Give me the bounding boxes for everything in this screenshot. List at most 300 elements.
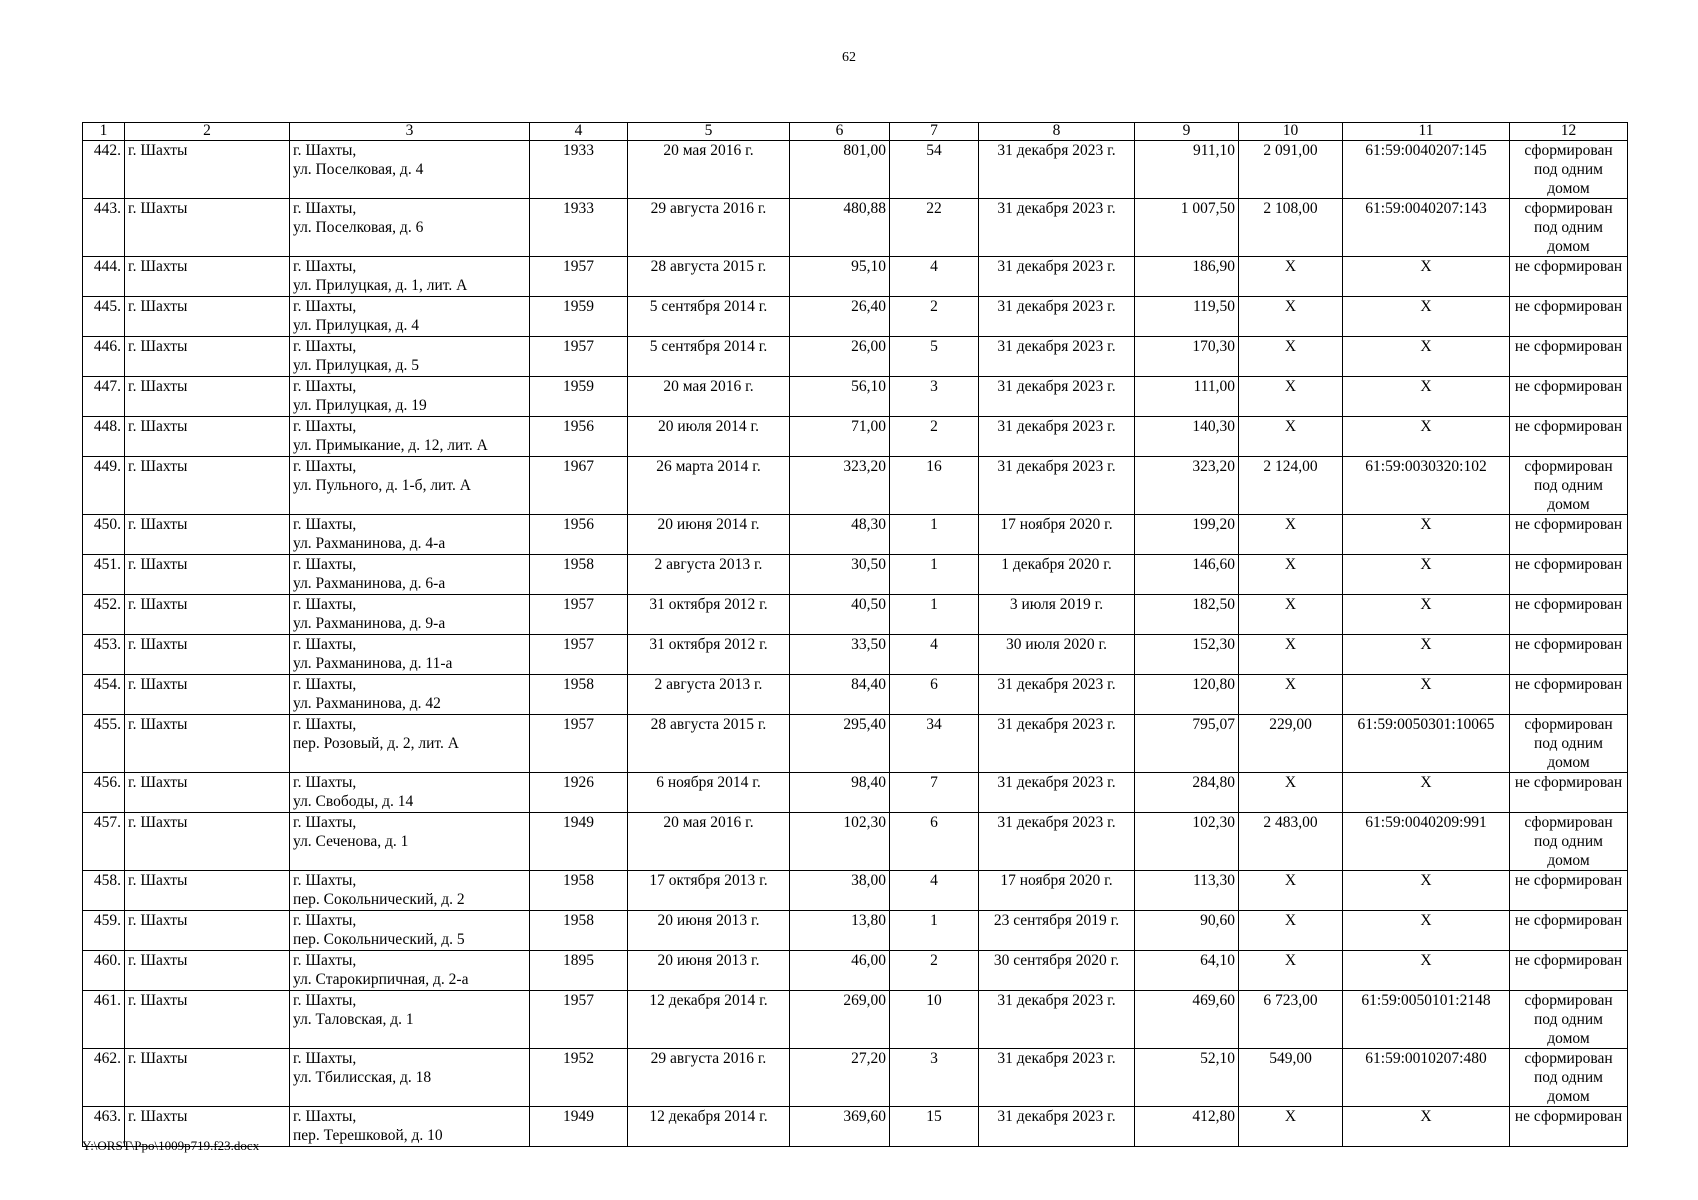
- year-built-cell: 1933: [530, 141, 628, 199]
- land-area-cell: 2 124,00: [1239, 457, 1343, 515]
- cadastral-number-cell: X: [1343, 595, 1510, 635]
- planned-date-cell: 31 декабря 2023 г.: [979, 675, 1135, 715]
- year-built-cell: 1957: [530, 595, 628, 635]
- cadastral-number-cell: X: [1343, 297, 1510, 337]
- residents-cell: 1: [890, 555, 979, 595]
- address-street-line: ул. Примыкание, д. 12, лит. А: [293, 437, 488, 454]
- table-row: [83, 141, 1628, 199]
- row-number-cell: 448.: [83, 417, 125, 457]
- address-city-line: г. Шахты,: [293, 774, 357, 791]
- residents-cell: 7: [890, 773, 979, 813]
- cadastral-number-cell: X: [1343, 871, 1510, 911]
- residents-cell: 4: [890, 257, 979, 297]
- address-street-line: ул. Пульного, д. 1-б, лит. А: [293, 477, 471, 494]
- date-cell: 20 мая 2016 г.: [628, 141, 790, 199]
- land-area-cell: X: [1239, 515, 1343, 555]
- municipality-cell: г. Шахты: [125, 635, 290, 675]
- year-built-cell: 1959: [530, 297, 628, 337]
- address-cell: [290, 911, 530, 951]
- area-cell: 269,00: [790, 991, 890, 1049]
- municipality-cell: г. Шахты: [125, 199, 290, 257]
- municipality-cell: г. Шахты: [125, 457, 290, 515]
- table-row: [83, 871, 1628, 911]
- land-area-cell: X: [1239, 675, 1343, 715]
- land-status-cell: не сформирован: [1510, 871, 1628, 911]
- land-area-cell: 6 723,00: [1239, 991, 1343, 1049]
- area-cell: 33,50: [790, 635, 890, 675]
- planned-date-cell: 31 декабря 2023 г.: [979, 297, 1135, 337]
- address-street-line: ул. Рахманинова, д. 4-а: [293, 535, 446, 552]
- residents-cell: 54: [890, 141, 979, 199]
- value-cell: 152,30: [1135, 635, 1239, 675]
- column-number-header: 8: [979, 123, 1135, 141]
- date-cell: 5 сентября 2014 г.: [628, 297, 790, 337]
- land-status-cell: не сформирован: [1510, 555, 1628, 595]
- table-row: [83, 457, 1628, 515]
- table-row: [83, 635, 1628, 675]
- value-cell: 469,60: [1135, 991, 1239, 1049]
- area-cell: 801,00: [790, 141, 890, 199]
- municipality-cell: г. Шахты: [125, 991, 290, 1049]
- area-cell: 480,88: [790, 199, 890, 257]
- address-city-line: г. Шахты,: [293, 716, 357, 733]
- land-status-cell: не сформирован: [1510, 595, 1628, 635]
- planned-date-cell: 30 июля 2020 г.: [979, 635, 1135, 675]
- table-row: [83, 773, 1628, 813]
- column-number-row: [83, 123, 1628, 141]
- value-cell: 199,20: [1135, 515, 1239, 555]
- year-built-cell: 1958: [530, 675, 628, 715]
- residents-cell: 2: [890, 297, 979, 337]
- cadastral-number-cell: X: [1343, 773, 1510, 813]
- cadastral-number-cell: X: [1343, 417, 1510, 457]
- residents-cell: 2: [890, 417, 979, 457]
- row-number-cell: 447.: [83, 377, 125, 417]
- municipality-cell: г. Шахты: [125, 871, 290, 911]
- area-cell: 40,50: [790, 595, 890, 635]
- land-status-cell: не сформирован: [1510, 951, 1628, 991]
- address-cell: [290, 457, 530, 515]
- cadastral-number-cell: 61:59:0040209:991: [1343, 813, 1510, 871]
- land-area-cell: 2 483,00: [1239, 813, 1343, 871]
- area-cell: 98,40: [790, 773, 890, 813]
- land-status-cell: не сформирован: [1510, 417, 1628, 457]
- date-cell: 26 марта 2014 г.: [628, 457, 790, 515]
- value-cell: 911,10: [1135, 141, 1239, 199]
- land-area-cell: 2 108,00: [1239, 199, 1343, 257]
- date-cell: 20 июня 2013 г.: [628, 951, 790, 991]
- planned-date-cell: 31 декабря 2023 г.: [979, 457, 1135, 515]
- row-number-cell: 445.: [83, 297, 125, 337]
- residents-cell: 6: [890, 675, 979, 715]
- table-row: [83, 417, 1628, 457]
- land-status-cell: не сформирован: [1510, 675, 1628, 715]
- address-cell: [290, 595, 530, 635]
- municipality-cell: г. Шахты: [125, 337, 290, 377]
- residents-cell: 1: [890, 595, 979, 635]
- column-number-header: 12: [1510, 123, 1628, 141]
- address-cell: [290, 813, 530, 871]
- land-area-cell: X: [1239, 635, 1343, 675]
- planned-date-cell: 31 декабря 2023 г.: [979, 715, 1135, 773]
- year-built-cell: 1895: [530, 951, 628, 991]
- year-built-cell: 1933: [530, 199, 628, 257]
- table-row: [83, 911, 1628, 951]
- area-cell: 323,20: [790, 457, 890, 515]
- table-row: [83, 991, 1628, 1049]
- year-built-cell: 1958: [530, 871, 628, 911]
- residents-cell: 15: [890, 1107, 979, 1147]
- residents-cell: 3: [890, 377, 979, 417]
- year-built-cell: 1958: [530, 911, 628, 951]
- land-status-cell: сформирован под одним домом: [1510, 991, 1628, 1049]
- address-city-line: г. Шахты,: [293, 1050, 357, 1067]
- land-area-cell: X: [1239, 377, 1343, 417]
- row-number-cell: 443.: [83, 199, 125, 257]
- planned-date-cell: 31 декабря 2023 г.: [979, 1107, 1135, 1147]
- address-city-line: г. Шахты,: [293, 556, 357, 573]
- land-area-cell: X: [1239, 417, 1343, 457]
- area-cell: 102,30: [790, 813, 890, 871]
- row-number-cell: 460.: [83, 951, 125, 991]
- date-cell: 28 августа 2015 г.: [628, 715, 790, 773]
- land-status-cell: не сформирован: [1510, 337, 1628, 377]
- address-city-line: г. Шахты,: [293, 142, 357, 159]
- area-cell: 13,80: [790, 911, 890, 951]
- planned-date-cell: 17 ноября 2020 г.: [979, 515, 1135, 555]
- cadastral-number-cell: X: [1343, 555, 1510, 595]
- address-city-line: г. Шахты,: [293, 992, 357, 1009]
- date-cell: 12 декабря 2014 г.: [628, 991, 790, 1049]
- planned-date-cell: 31 декабря 2023 г.: [979, 773, 1135, 813]
- planned-date-cell: 3 июля 2019 г.: [979, 595, 1135, 635]
- table-row: [83, 257, 1628, 297]
- page-number: 62: [842, 50, 856, 65]
- land-status-cell: не сформирован: [1510, 377, 1628, 417]
- address-street-line: ул. Сеченова, д. 1: [293, 833, 409, 850]
- municipality-cell: г. Шахты: [125, 257, 290, 297]
- column-number-header: 9: [1135, 123, 1239, 141]
- table-row: [83, 675, 1628, 715]
- address-city-line: г. Шахты,: [293, 636, 357, 653]
- residents-cell: 1: [890, 911, 979, 951]
- date-cell: 28 августа 2015 г.: [628, 257, 790, 297]
- year-built-cell: 1967: [530, 457, 628, 515]
- value-cell: 186,90: [1135, 257, 1239, 297]
- table-row: [83, 555, 1628, 595]
- municipality-cell: г. Шахты: [125, 813, 290, 871]
- area-cell: 46,00: [790, 951, 890, 991]
- address-cell: [290, 951, 530, 991]
- row-number-cell: 459.: [83, 911, 125, 951]
- planned-date-cell: 31 декабря 2023 г.: [979, 1049, 1135, 1107]
- land-status-cell: не сформирован: [1510, 297, 1628, 337]
- cadastral-number-cell: 61:59:0040207:143: [1343, 199, 1510, 257]
- row-number-cell: 446.: [83, 337, 125, 377]
- land-area-cell: X: [1239, 871, 1343, 911]
- land-area-cell: X: [1239, 1107, 1343, 1147]
- address-cell: [290, 555, 530, 595]
- date-cell: 31 октября 2012 г.: [628, 635, 790, 675]
- municipality-cell: г. Шахты: [125, 951, 290, 991]
- address-cell: [290, 417, 530, 457]
- planned-date-cell: 31 декабря 2023 г.: [979, 813, 1135, 871]
- area-cell: 369,60: [790, 1107, 890, 1147]
- address-cell: [290, 715, 530, 773]
- year-built-cell: 1958: [530, 555, 628, 595]
- row-number-cell: 454.: [83, 675, 125, 715]
- cadastral-number-cell: 61:59:0050101:2148: [1343, 991, 1510, 1049]
- municipality-cell: г. Шахты: [125, 555, 290, 595]
- value-cell: 182,50: [1135, 595, 1239, 635]
- value-cell: 64,10: [1135, 951, 1239, 991]
- address-cell: [290, 991, 530, 1049]
- address-cell: [290, 337, 530, 377]
- address-city-line: г. Шахты,: [293, 912, 357, 929]
- cadastral-number-cell: 61:59:0030320:102: [1343, 457, 1510, 515]
- address-street-line: ул. Рахманинова, д. 42: [293, 695, 441, 712]
- table-row: [83, 337, 1628, 377]
- address-cell: [290, 1049, 530, 1107]
- address-city-line: г. Шахты,: [293, 872, 357, 889]
- column-number-header: 10: [1239, 123, 1343, 141]
- year-built-cell: 1949: [530, 813, 628, 871]
- row-number-cell: 444.: [83, 257, 125, 297]
- address-city-line: г. Шахты,: [293, 814, 357, 831]
- address-cell: [290, 871, 530, 911]
- date-cell: 12 декабря 2014 г.: [628, 1107, 790, 1147]
- address-street-line: ул. Рахманинова, д. 11-а: [293, 655, 453, 672]
- cadastral-number-cell: X: [1343, 515, 1510, 555]
- table-row: [83, 715, 1628, 773]
- value-cell: 284,80: [1135, 773, 1239, 813]
- area-cell: 26,00: [790, 337, 890, 377]
- planned-date-cell: 31 декабря 2023 г.: [979, 417, 1135, 457]
- table-row: [83, 297, 1628, 337]
- address-cell: [290, 257, 530, 297]
- date-cell: 29 августа 2016 г.: [628, 199, 790, 257]
- date-cell: 2 августа 2013 г.: [628, 675, 790, 715]
- date-cell: 5 сентября 2014 г.: [628, 337, 790, 377]
- column-number-header: 7: [890, 123, 979, 141]
- address-street-line: пер. Сокольнический, д. 2: [293, 891, 465, 908]
- year-built-cell: 1949: [530, 1107, 628, 1147]
- residents-cell: 1: [890, 515, 979, 555]
- value-cell: 412,80: [1135, 1107, 1239, 1147]
- address-cell: [290, 515, 530, 555]
- land-area-cell: X: [1239, 297, 1343, 337]
- land-status-cell: сформирован под одним домом: [1510, 813, 1628, 871]
- land-area-cell: 229,00: [1239, 715, 1343, 773]
- area-cell: 27,20: [790, 1049, 890, 1107]
- residents-cell: 34: [890, 715, 979, 773]
- area-cell: 295,40: [790, 715, 890, 773]
- address-city-line: г. Шахты,: [293, 298, 357, 315]
- municipality-cell: г. Шахты: [125, 595, 290, 635]
- value-cell: 146,60: [1135, 555, 1239, 595]
- row-number-cell: 461.: [83, 991, 125, 1049]
- address-city-line: г. Шахты,: [293, 1108, 357, 1125]
- planned-date-cell: 23 сентября 2019 г.: [979, 911, 1135, 951]
- address-street-line: ул. Рахманинова, д. 6-а: [293, 575, 446, 592]
- address-street-line: ул. Таловская, д. 1: [293, 1011, 414, 1028]
- value-cell: 120,80: [1135, 675, 1239, 715]
- residents-cell: 10: [890, 991, 979, 1049]
- address-city-line: г. Шахты,: [293, 516, 357, 533]
- cadastral-number-cell: 61:59:0050301:10065: [1343, 715, 1510, 773]
- value-cell: 795,07: [1135, 715, 1239, 773]
- table-row: [83, 199, 1628, 257]
- row-number-cell: 450.: [83, 515, 125, 555]
- address-city-line: г. Шахты,: [293, 676, 357, 693]
- area-cell: 56,10: [790, 377, 890, 417]
- land-area-cell: X: [1239, 257, 1343, 297]
- area-cell: 84,40: [790, 675, 890, 715]
- land-status-cell: сформирован под одним домом: [1510, 199, 1628, 257]
- row-number-cell: 452.: [83, 595, 125, 635]
- land-area-cell: 549,00: [1239, 1049, 1343, 1107]
- address-street-line: ул. Прилуцкая, д. 1, лит. А: [293, 277, 468, 294]
- land-status-cell: не сформирован: [1510, 635, 1628, 675]
- planned-date-cell: 31 декабря 2023 г.: [979, 337, 1135, 377]
- address-street-line: ул. Свободы, д. 14: [293, 793, 414, 810]
- date-cell: 2 августа 2013 г.: [628, 555, 790, 595]
- planned-date-cell: 31 декабря 2023 г.: [979, 377, 1135, 417]
- land-status-cell: не сформирован: [1510, 1107, 1628, 1147]
- address-street-line: ул. Прилуцкая, д. 5: [293, 357, 420, 374]
- table-row: [83, 515, 1628, 555]
- address-street-line: ул. Поселковая, д. 4: [293, 161, 424, 178]
- table-row: [83, 951, 1628, 991]
- value-cell: 119,50: [1135, 297, 1239, 337]
- column-number-header: 5: [628, 123, 790, 141]
- residents-cell: 5: [890, 337, 979, 377]
- residents-cell: 3: [890, 1049, 979, 1107]
- address-cell: [290, 635, 530, 675]
- land-area-cell: X: [1239, 911, 1343, 951]
- date-cell: 29 августа 2016 г.: [628, 1049, 790, 1107]
- row-number-cell: 463.: [83, 1107, 125, 1147]
- year-built-cell: 1952: [530, 1049, 628, 1107]
- row-number-cell: 442.: [83, 141, 125, 199]
- address-street-line: ул. Прилуцкая, д. 4: [293, 317, 420, 334]
- address-cell: [290, 675, 530, 715]
- residents-cell: 22: [890, 199, 979, 257]
- land-status-cell: не сформирован: [1510, 257, 1628, 297]
- planned-date-cell: 30 сентября 2020 г.: [979, 951, 1135, 991]
- address-street-line: ул. Тбилисская, д. 18: [293, 1069, 432, 1086]
- value-cell: 113,30: [1135, 871, 1239, 911]
- area-cell: 95,10: [790, 257, 890, 297]
- year-built-cell: 1957: [530, 337, 628, 377]
- date-cell: 17 октября 2013 г.: [628, 871, 790, 911]
- land-status-cell: сформирован под одним домом: [1510, 457, 1628, 515]
- area-cell: 38,00: [790, 871, 890, 911]
- planned-date-cell: 1 декабря 2020 г.: [979, 555, 1135, 595]
- address-city-line: г. Шахты,: [293, 338, 357, 355]
- footer-file-path: Y:\ORST\Ppo\1009p719.f23.docx: [82, 1138, 260, 1153]
- housing-registry-table: [82, 122, 1628, 1147]
- column-number-header: 6: [790, 123, 890, 141]
- residents-cell: 4: [890, 635, 979, 675]
- year-built-cell: 1957: [530, 635, 628, 675]
- column-number-header: 2: [125, 123, 290, 141]
- date-cell: 20 мая 2016 г.: [628, 377, 790, 417]
- land-area-cell: 2 091,00: [1239, 141, 1343, 199]
- value-cell: 102,30: [1135, 813, 1239, 871]
- row-number-cell: 451.: [83, 555, 125, 595]
- residents-cell: 4: [890, 871, 979, 911]
- land-status-cell: сформирован под одним домом: [1510, 715, 1628, 773]
- area-cell: 48,30: [790, 515, 890, 555]
- address-street-line: пер. Сокольнический, д. 5: [293, 931, 465, 948]
- planned-date-cell: 31 декабря 2023 г.: [979, 991, 1135, 1049]
- address-city-line: г. Шахты,: [293, 200, 357, 217]
- cadastral-number-cell: X: [1343, 1107, 1510, 1147]
- value-cell: 170,30: [1135, 337, 1239, 377]
- address-city-line: г. Шахты,: [293, 258, 357, 275]
- table-row: [83, 595, 1628, 635]
- row-number-cell: 456.: [83, 773, 125, 813]
- residents-cell: 16: [890, 457, 979, 515]
- column-number-header: 3: [290, 123, 530, 141]
- address-street-line: ул. Поселковая, д. 6: [293, 219, 424, 236]
- land-area-cell: X: [1239, 555, 1343, 595]
- area-cell: 26,40: [790, 297, 890, 337]
- date-cell: 31 октября 2012 г.: [628, 595, 790, 635]
- row-number-cell: 458.: [83, 871, 125, 911]
- address-cell: [290, 199, 530, 257]
- municipality-cell: г. Шахты: [125, 1107, 290, 1147]
- cadastral-number-cell: 61:59:0010207:480: [1343, 1049, 1510, 1107]
- row-number-cell: 453.: [83, 635, 125, 675]
- year-built-cell: 1957: [530, 991, 628, 1049]
- cadastral-number-cell: X: [1343, 337, 1510, 377]
- land-status-cell: не сформирован: [1510, 773, 1628, 813]
- planned-date-cell: 17 ноября 2020 г.: [979, 871, 1135, 911]
- address-street-line: ул. Прилуцкая, д. 19: [293, 397, 427, 414]
- value-cell: 52,10: [1135, 1049, 1239, 1107]
- land-area-cell: X: [1239, 773, 1343, 813]
- address-city-line: г. Шахты,: [293, 378, 357, 395]
- address-street-line: пер. Терешковой, д. 10: [293, 1127, 443, 1144]
- value-cell: 323,20: [1135, 457, 1239, 515]
- cadastral-number-cell: X: [1343, 635, 1510, 675]
- address-cell: [290, 377, 530, 417]
- year-built-cell: 1959: [530, 377, 628, 417]
- table-row: [83, 1107, 1628, 1147]
- address-cell: [290, 773, 530, 813]
- year-built-cell: 1956: [530, 515, 628, 555]
- municipality-cell: г. Шахты: [125, 911, 290, 951]
- year-built-cell: 1926: [530, 773, 628, 813]
- land-status-cell: сформирован под одним домом: [1510, 141, 1628, 199]
- municipality-cell: г. Шахты: [125, 515, 290, 555]
- municipality-cell: г. Шахты: [125, 1049, 290, 1107]
- table-body: [83, 141, 1628, 1147]
- address-cell: [290, 1107, 530, 1147]
- value-cell: 111,00: [1135, 377, 1239, 417]
- value-cell: 1 007,50: [1135, 199, 1239, 257]
- row-number-cell: 449.: [83, 457, 125, 515]
- residents-cell: 6: [890, 813, 979, 871]
- value-cell: 90,60: [1135, 911, 1239, 951]
- address-cell: [290, 297, 530, 337]
- table-row: [83, 377, 1628, 417]
- address-city-line: г. Шахты,: [293, 458, 357, 475]
- area-cell: 71,00: [790, 417, 890, 457]
- year-built-cell: 1956: [530, 417, 628, 457]
